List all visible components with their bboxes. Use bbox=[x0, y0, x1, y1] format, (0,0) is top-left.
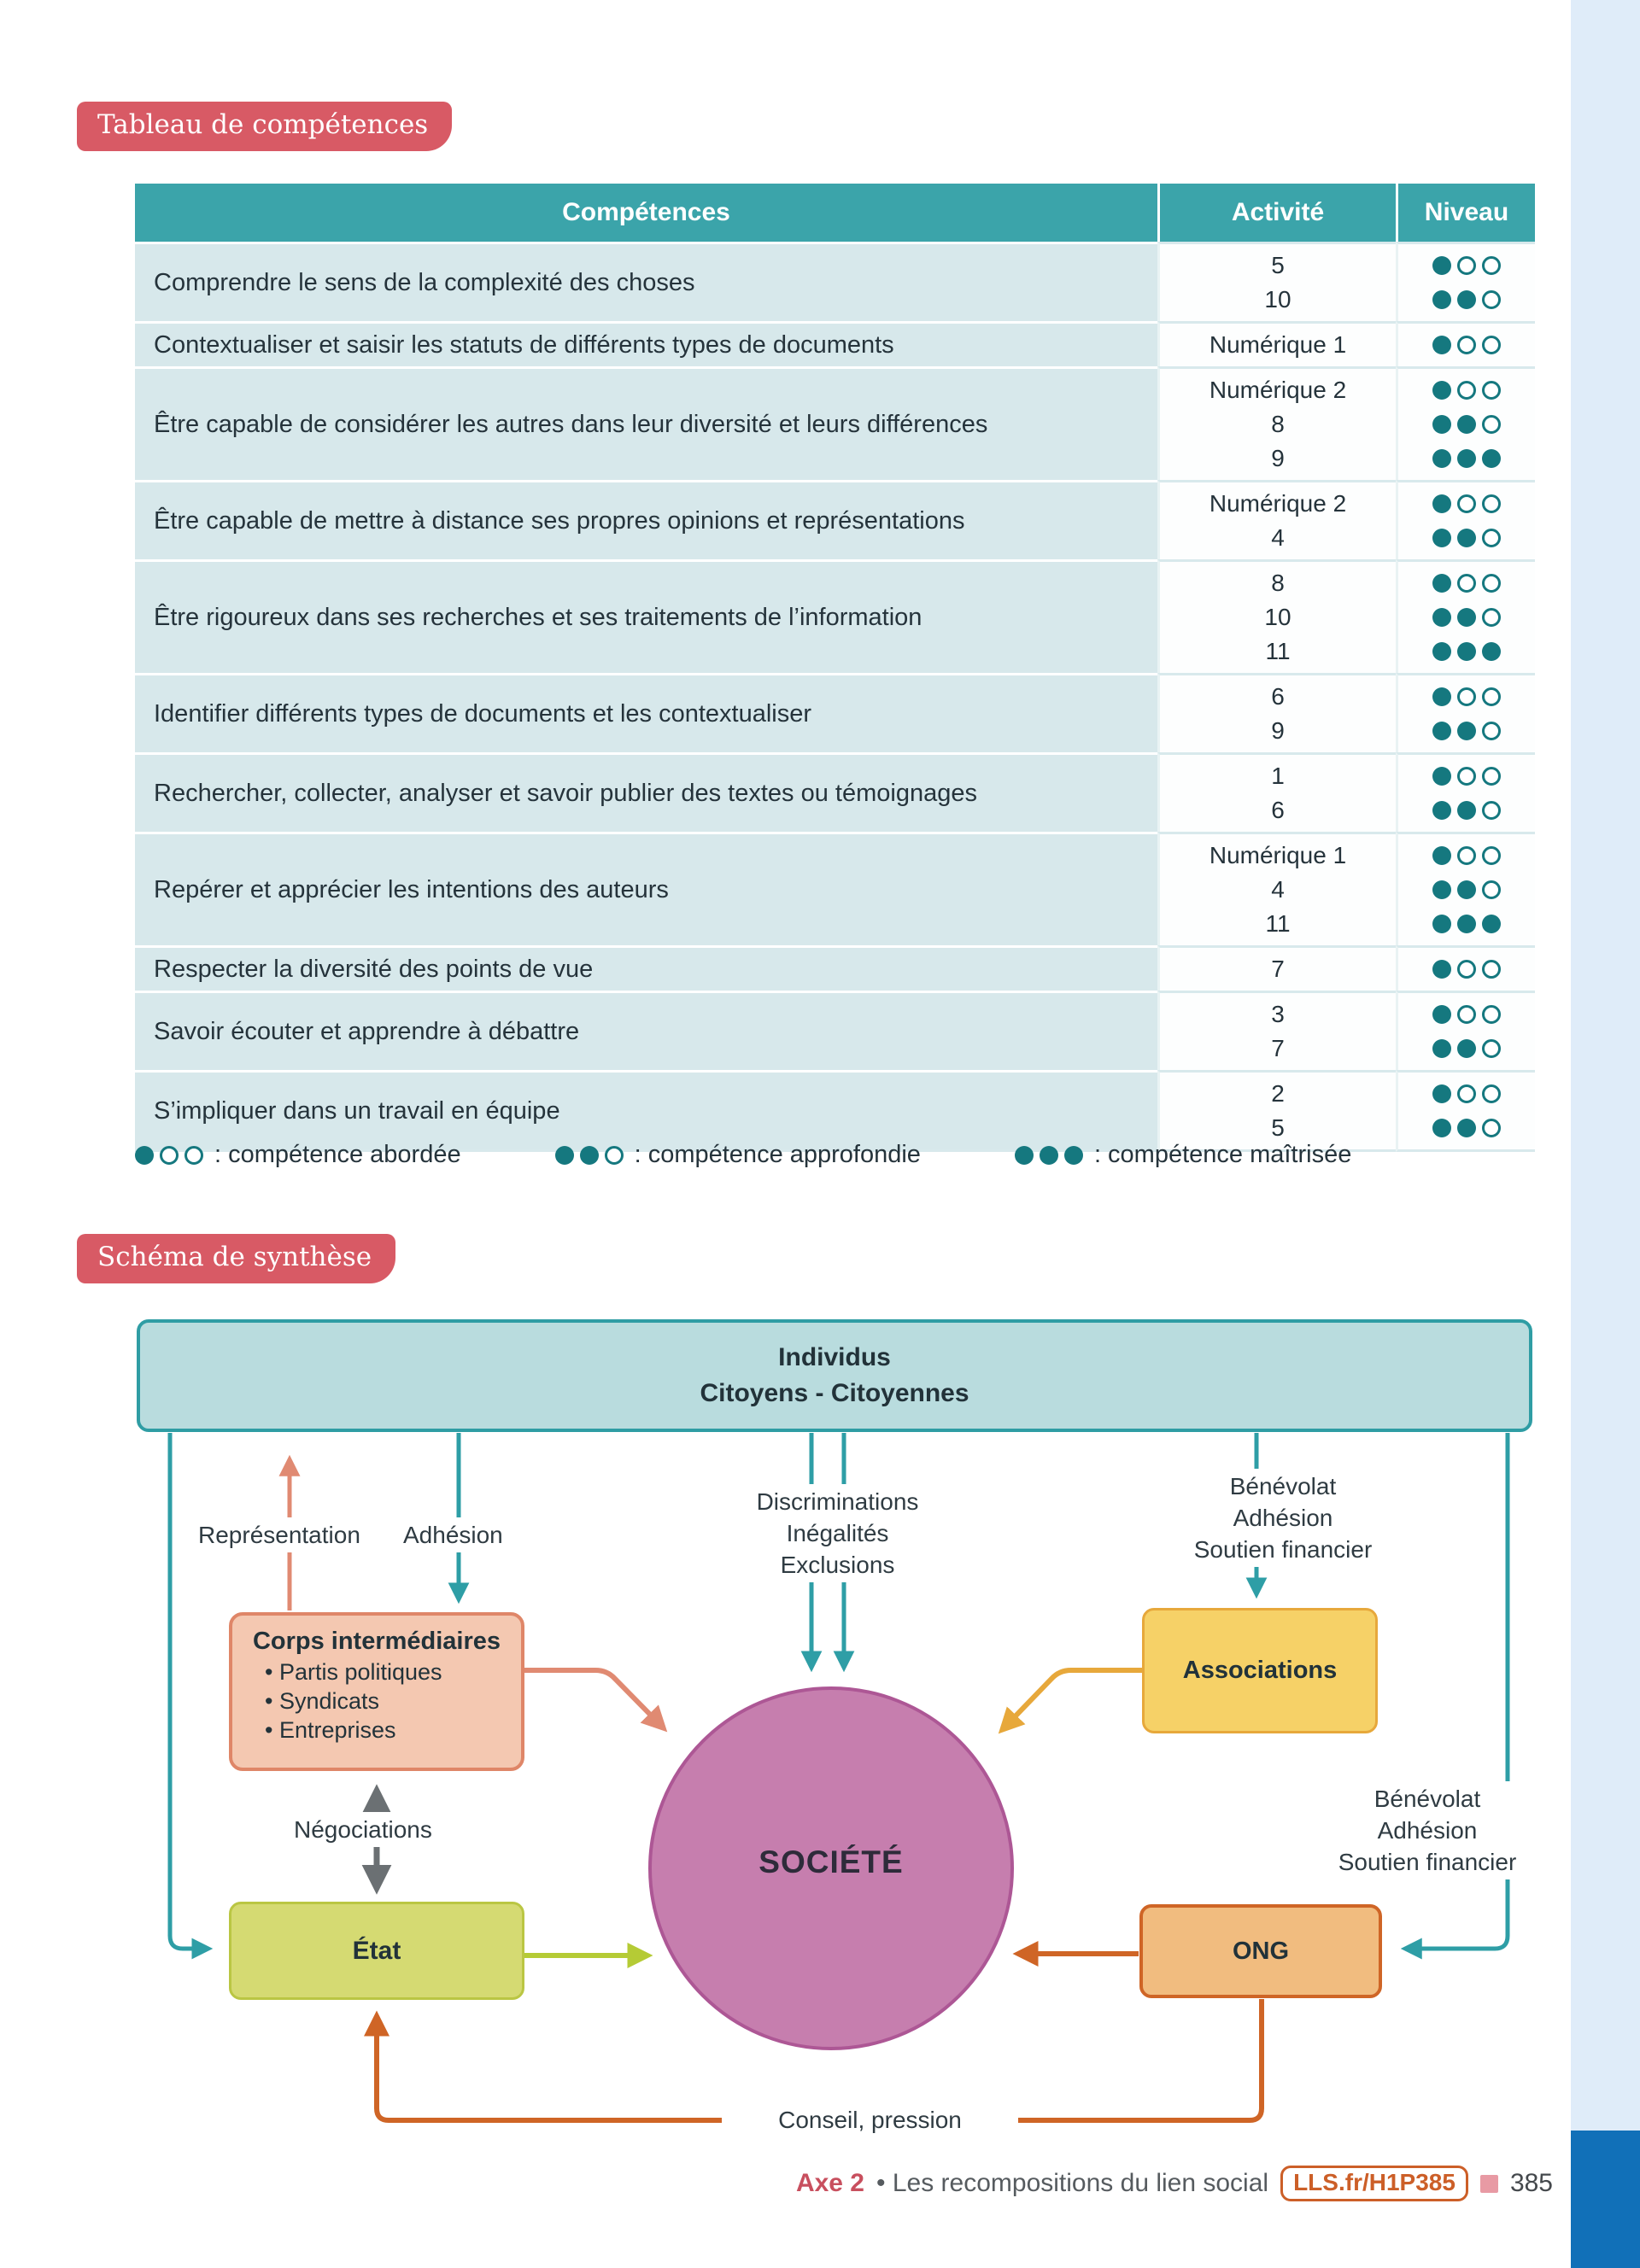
dot-empty-icon bbox=[1457, 846, 1476, 865]
niveau-dots bbox=[1432, 997, 1501, 1032]
dot-filled-icon bbox=[1015, 1146, 1034, 1165]
page-footer bbox=[796, 2166, 1553, 2201]
activite-cell bbox=[1157, 945, 1396, 991]
dot-empty-icon bbox=[1457, 1084, 1476, 1103]
niveau-dots bbox=[1432, 1111, 1501, 1145]
footer-axe: Axe 2 bbox=[795, 2169, 864, 2197]
dot-empty-icon bbox=[1457, 767, 1476, 786]
dot-empty-icon bbox=[1482, 687, 1501, 706]
activity-value: 11 bbox=[1265, 910, 1291, 937]
dot-empty-icon bbox=[1482, 336, 1501, 354]
activity-value: 4 bbox=[1271, 524, 1285, 551]
activite-cell bbox=[1157, 242, 1396, 321]
label-benevolat-associations bbox=[1172, 1469, 1394, 1567]
dot-filled-icon bbox=[1432, 336, 1451, 354]
niveau-dots bbox=[1432, 248, 1501, 283]
table-body bbox=[135, 242, 1535, 1152]
activite-cell bbox=[1157, 991, 1396, 1070]
dot-filled-icon bbox=[1457, 642, 1476, 661]
competence-cell: Respecter la diversité des points de vue bbox=[135, 945, 1157, 991]
activite-cell bbox=[1157, 559, 1396, 673]
niveau-cell bbox=[1396, 242, 1535, 321]
label-line: Inégalités bbox=[786, 1520, 889, 1546]
dot-empty-icon bbox=[1482, 846, 1501, 865]
label-negociations: Négociations bbox=[289, 1812, 437, 1847]
dot-empty-icon bbox=[1482, 1039, 1501, 1058]
dot-empty-icon bbox=[1482, 1084, 1501, 1103]
niveau-dots bbox=[1432, 328, 1501, 362]
niveau-dots bbox=[1432, 283, 1501, 317]
activity-value: 4 bbox=[1271, 876, 1285, 903]
dot-filled-icon bbox=[1432, 1005, 1451, 1024]
dot-filled-icon bbox=[1432, 960, 1451, 979]
ong-box: ONG bbox=[1139, 1904, 1382, 1998]
niveau-dots bbox=[1432, 680, 1501, 714]
dot-filled-icon bbox=[1432, 256, 1451, 275]
dot-filled-icon bbox=[1432, 449, 1451, 468]
dot-filled-icon bbox=[1457, 529, 1476, 547]
individus-box bbox=[137, 1319, 1532, 1432]
dot-empty-icon bbox=[1482, 880, 1501, 899]
dot-empty-icon bbox=[1482, 381, 1501, 400]
dot-filled-icon bbox=[1432, 801, 1451, 820]
corps-list bbox=[265, 1657, 442, 1745]
table-row bbox=[135, 480, 1535, 559]
dot-empty-icon bbox=[184, 1146, 203, 1165]
dot-empty-icon bbox=[1457, 1005, 1476, 1024]
niveau-dots bbox=[1432, 873, 1501, 907]
table-row bbox=[135, 242, 1535, 321]
activite-cell bbox=[1157, 832, 1396, 945]
dot-filled-icon bbox=[1457, 915, 1476, 933]
competence-cell: Savoir écouter et apprendre à débattre bbox=[135, 991, 1157, 1070]
label-line: Exclusions bbox=[780, 1552, 895, 1578]
table-row bbox=[135, 673, 1535, 752]
competence-cell: Comprendre le sens de la complexité des choses bbox=[135, 242, 1157, 321]
legend-label: : compétence abordée bbox=[214, 1141, 461, 1168]
activite-cell bbox=[1157, 752, 1396, 832]
niveau-dots bbox=[1432, 566, 1501, 600]
niveau-cell bbox=[1396, 559, 1535, 673]
section-tag-schema: Schéma de synthèse bbox=[77, 1234, 395, 1283]
niveau-dots bbox=[1432, 759, 1501, 793]
label-line: Adhésion bbox=[1233, 1505, 1333, 1531]
label-conseil-pression: Conseil, pression bbox=[722, 2102, 1018, 2137]
dot-empty-icon bbox=[1482, 415, 1501, 434]
activity-value: 1 bbox=[1271, 763, 1285, 789]
table-row bbox=[135, 945, 1535, 991]
dot-filled-icon bbox=[1457, 449, 1476, 468]
dot-empty-icon bbox=[1457, 494, 1476, 513]
niveau-dots bbox=[1432, 952, 1501, 986]
dot-filled-icon bbox=[1432, 880, 1451, 899]
dot-filled-icon bbox=[1457, 722, 1476, 740]
footer-page-number: 385 bbox=[1509, 2169, 1553, 2197]
dot-filled-icon bbox=[1482, 642, 1501, 661]
niveau-cell bbox=[1396, 321, 1535, 366]
activity-value: Numérique 1 bbox=[1209, 842, 1347, 868]
table-row bbox=[135, 991, 1535, 1070]
dot-filled-icon bbox=[1432, 415, 1451, 434]
dot-filled-icon bbox=[555, 1146, 574, 1165]
niveau-dots bbox=[1432, 839, 1501, 873]
dot-filled-icon bbox=[1040, 1146, 1058, 1165]
niveau-dots bbox=[1432, 441, 1501, 476]
dot-empty-icon bbox=[1457, 687, 1476, 706]
label-line: Bénévolat bbox=[1229, 1473, 1337, 1499]
competence-cell: Identifier différents types de documents et les contextualiser bbox=[135, 673, 1157, 752]
niveau-dots bbox=[1432, 1032, 1501, 1066]
activite-cell bbox=[1157, 321, 1396, 366]
corps-intermediaires-box bbox=[229, 1612, 524, 1771]
label-line: Soutien financier bbox=[1338, 1849, 1517, 1875]
dot-filled-icon bbox=[1432, 687, 1451, 706]
dot-filled-icon bbox=[1432, 574, 1451, 593]
dot-empty-icon bbox=[1482, 801, 1501, 820]
label-discriminations bbox=[728, 1484, 947, 1582]
corps-list-item: • Syndicats bbox=[265, 1688, 380, 1714]
label-line: Soutien financier bbox=[1193, 1536, 1373, 1563]
dot-empty-icon bbox=[1482, 290, 1501, 309]
competence-cell: Rechercher, collecter, analyser et savoir publier des textes ou témoignages bbox=[135, 752, 1157, 832]
niveau-dots bbox=[1432, 907, 1501, 941]
competence-cell: Repérer et apprécier les intentions des auteurs bbox=[135, 832, 1157, 945]
dot-filled-icon bbox=[1457, 801, 1476, 820]
dot-filled-icon bbox=[1457, 415, 1476, 434]
activity-value: 2 bbox=[1271, 1080, 1285, 1107]
dot-filled-icon bbox=[1457, 290, 1476, 309]
label-adhesion: Adhésion bbox=[398, 1517, 508, 1552]
label-benevolat-ong bbox=[1311, 1781, 1543, 1879]
activity-value: 3 bbox=[1271, 1001, 1285, 1027]
associations-box: Associations bbox=[1142, 1608, 1378, 1733]
dot-filled-icon bbox=[1432, 529, 1451, 547]
label-line: Adhésion bbox=[1377, 1817, 1478, 1844]
dot-filled-icon bbox=[1432, 1039, 1451, 1058]
competence-cell: Être rigoureux dans ses recherches et ses traitements de l’information bbox=[135, 559, 1157, 673]
activity-value: Numérique 2 bbox=[1209, 490, 1347, 517]
dot-empty-icon bbox=[1457, 960, 1476, 979]
dot-filled-icon bbox=[580, 1146, 599, 1165]
dot-filled-icon bbox=[1432, 642, 1451, 661]
activite-cell bbox=[1157, 366, 1396, 480]
dot-empty-icon bbox=[1457, 256, 1476, 275]
niveau-cell bbox=[1396, 1070, 1535, 1152]
dot-empty-icon bbox=[1482, 767, 1501, 786]
legend-item bbox=[135, 1141, 461, 1169]
niveau-dots bbox=[1432, 714, 1501, 748]
competence-cell: S’impliquer dans un travail en équipe bbox=[135, 1070, 1157, 1152]
niveau-dots bbox=[1432, 487, 1501, 521]
dot-filled-icon bbox=[1432, 915, 1451, 933]
activite-cell bbox=[1157, 673, 1396, 752]
legend bbox=[135, 1141, 1351, 1169]
societe-label: SOCIÉTÉ bbox=[758, 1844, 904, 1879]
dot-empty-icon bbox=[605, 1146, 624, 1165]
footer-square-icon bbox=[1480, 2175, 1498, 2193]
niveau-dots bbox=[1432, 793, 1501, 827]
activity-value: Numérique 1 bbox=[1209, 331, 1347, 358]
dot-filled-icon bbox=[1432, 381, 1451, 400]
dot-empty-icon bbox=[160, 1146, 179, 1165]
column-header-niveau: Niveau bbox=[1396, 184, 1535, 242]
niveau-dots bbox=[1432, 600, 1501, 634]
arrow-associations-to-societe bbox=[1003, 1670, 1142, 1729]
niveau-cell bbox=[1396, 832, 1535, 945]
dot-filled-icon bbox=[1457, 1039, 1476, 1058]
table-row bbox=[135, 366, 1535, 480]
table-row bbox=[135, 1070, 1535, 1152]
legend-item bbox=[555, 1141, 921, 1169]
dot-filled-icon bbox=[1432, 290, 1451, 309]
activity-value: 6 bbox=[1271, 683, 1285, 710]
competence-cell: Être capable de considérer les autres dans leur diversité et leurs différences bbox=[135, 366, 1157, 480]
table-row bbox=[135, 559, 1535, 673]
dot-empty-icon bbox=[1482, 529, 1501, 547]
niveau-dots bbox=[1432, 634, 1501, 669]
label-line: Bénévolat bbox=[1374, 1786, 1481, 1812]
activity-value: 10 bbox=[1264, 286, 1292, 313]
niveau-cell bbox=[1396, 752, 1535, 832]
niveau-cell bbox=[1396, 991, 1535, 1070]
column-header-competences: Compétences bbox=[562, 198, 730, 226]
corps-list-item: • Partis politiques bbox=[265, 1659, 442, 1685]
dot-empty-icon bbox=[1482, 494, 1501, 513]
niveau-cell bbox=[1396, 673, 1535, 752]
dot-empty-icon bbox=[1457, 574, 1476, 593]
dot-empty-icon bbox=[1482, 1119, 1501, 1137]
competence-cell: Être capable de mettre à distance ses propres opinions et représentations bbox=[135, 480, 1157, 559]
competence-cell: Contextualiser et saisir les statuts de différents types de documents bbox=[135, 321, 1157, 366]
etat-box: État bbox=[229, 1902, 524, 2000]
corps-list-item: • Entreprises bbox=[265, 1717, 396, 1743]
individus-line2: Citoyens - Citoyennes bbox=[700, 1379, 969, 1407]
label-representation: Représentation bbox=[193, 1517, 366, 1552]
dot-filled-icon bbox=[1457, 1119, 1476, 1137]
section-tag-table: Tableau de compétences bbox=[77, 102, 452, 151]
dot-filled-icon bbox=[1432, 722, 1451, 740]
dot-filled-icon bbox=[1432, 846, 1451, 865]
niveau-cell bbox=[1396, 945, 1535, 991]
label-line: Discriminations bbox=[756, 1488, 919, 1515]
table-header-row bbox=[135, 184, 1535, 242]
dot-empty-icon bbox=[1482, 574, 1501, 593]
legend-label: : compétence maîtrisée bbox=[1093, 1141, 1352, 1168]
table-row bbox=[135, 752, 1535, 832]
niveau-cell bbox=[1396, 480, 1535, 559]
activity-value: 5 bbox=[1271, 252, 1285, 278]
arrow-individus-to-etat bbox=[170, 1433, 208, 1949]
dot-filled-icon bbox=[1432, 767, 1451, 786]
dot-filled-icon bbox=[1482, 915, 1501, 933]
dot-filled-icon bbox=[1432, 1119, 1451, 1137]
niveau-dots bbox=[1432, 407, 1501, 441]
legend-item bbox=[1015, 1141, 1351, 1169]
activity-value: 5 bbox=[1271, 1114, 1285, 1141]
dot-filled-icon bbox=[1432, 1084, 1451, 1103]
niveau-dots bbox=[1432, 1077, 1501, 1111]
niveau-cell bbox=[1396, 366, 1535, 480]
arrow-corps-to-societe bbox=[524, 1670, 663, 1727]
table-row bbox=[135, 832, 1535, 945]
dot-filled-icon bbox=[1457, 608, 1476, 627]
activity-value: 7 bbox=[1271, 1035, 1285, 1061]
corps-title: Corps intermédiaires bbox=[252, 1628, 501, 1655]
activite-cell bbox=[1157, 480, 1396, 559]
footer-code-badge: LLS.fr/H1P385 bbox=[1280, 2166, 1468, 2201]
dot-filled-icon bbox=[1457, 880, 1476, 899]
niveau-dots bbox=[1432, 373, 1501, 407]
dot-filled-icon bbox=[1482, 449, 1501, 468]
dot-filled-icon bbox=[135, 1146, 154, 1165]
activity-value: 8 bbox=[1271, 411, 1285, 437]
dot-empty-icon bbox=[1482, 722, 1501, 740]
dot-empty-icon bbox=[1457, 336, 1476, 354]
table-row bbox=[135, 321, 1535, 366]
column-header-activite: Activité bbox=[1157, 184, 1396, 242]
dot-filled-icon bbox=[1432, 494, 1451, 513]
dot-empty-icon bbox=[1482, 256, 1501, 275]
activity-value: 6 bbox=[1271, 797, 1285, 823]
activity-value: 10 bbox=[1264, 604, 1292, 630]
dot-empty-icon bbox=[1482, 608, 1501, 627]
dot-filled-icon bbox=[1064, 1146, 1083, 1165]
dot-empty-icon bbox=[1482, 1005, 1501, 1024]
activity-value: 11 bbox=[1265, 638, 1291, 664]
activity-value: 9 bbox=[1271, 717, 1285, 744]
activity-value: 8 bbox=[1271, 570, 1285, 596]
dot-empty-icon bbox=[1482, 960, 1501, 979]
dot-empty-icon bbox=[1457, 381, 1476, 400]
niveau-dots bbox=[1432, 521, 1501, 555]
footer-title: • Les recompositions du lien social bbox=[876, 2169, 1269, 2197]
activite-cell bbox=[1157, 1070, 1396, 1152]
activity-value: 9 bbox=[1271, 445, 1285, 471]
competence-table bbox=[135, 184, 1535, 1152]
individus-line1: Individus bbox=[778, 1343, 891, 1371]
dot-filled-icon bbox=[1432, 608, 1451, 627]
activity-value: 7 bbox=[1271, 956, 1285, 982]
legend-label: : compétence approfondie bbox=[634, 1141, 921, 1168]
activity-value: Numérique 2 bbox=[1209, 377, 1347, 403]
